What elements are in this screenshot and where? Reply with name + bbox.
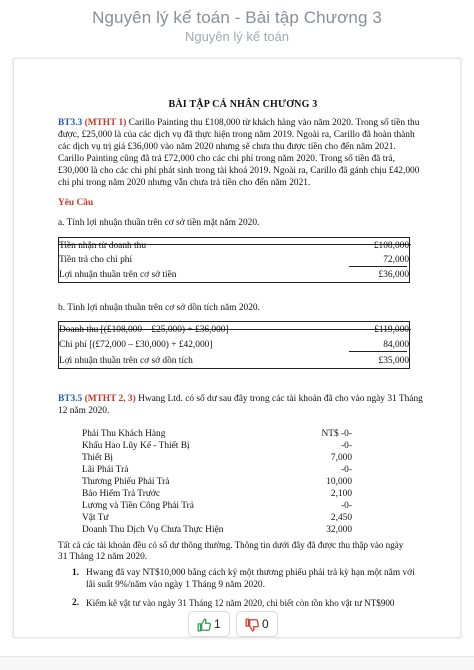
bt33-line: các dịch vụ trị giá £36,000 vào năm 2020 nhưng sẽ chưa thu được tiền cho đến năm 2021. — [58, 142, 396, 152]
account-name: Lương và Tiền Công Phải Trả — [82, 501, 194, 511]
account-name: Vật Tư — [82, 513, 109, 523]
bt33-line: được, £25,000 là của các dịch vụ đã thực hiện trong năm 2019. Ngoài ra, Carillo đã hoàn thành — [58, 130, 415, 140]
row-label: Lợi nhuận thuần trên cơ sở dồn tích — [59, 356, 193, 366]
account-balance: NT$ -0- — [321, 429, 352, 439]
account-balances-table — [82, 428, 352, 540]
note-line: Tất cả các tài khoản đều có số dư thông thường. Thông tin dưới đây đã được thu thập vào ngày — [58, 540, 404, 550]
part-b-text: b. Tính lợi nhuận thuần trên cơ sở dồn tích năm 2020. — [58, 303, 260, 313]
account-row — [82, 464, 352, 476]
bt33-line: Carillo Painting thu £108,000 từ khách hàng vào năm 2020. Trong số tiền thu — [128, 118, 420, 128]
account-balance: 32,000 — [326, 525, 352, 535]
requirement-label: Yêu Cầu — [58, 198, 94, 208]
account-balance: 2,100 — [330, 489, 352, 499]
row-value: £36,000 — [378, 270, 409, 280]
page-heading: BÀI TẬP CÁ NHÂN CHƯƠNG 3 — [168, 99, 318, 110]
account-name: Bảo Hiểm Trả Trước — [82, 489, 161, 499]
item-number: 1. — [72, 568, 80, 578]
bt33-line: Carillo Painting cũng đã trả £72,000 cho các chi phí trong năm 2020. Trong số tiền đã trả, — [58, 154, 395, 164]
list-item — [72, 567, 422, 593]
row-value: £108,000 — [373, 241, 409, 251]
table-row — [59, 238, 411, 253]
account-balance: -0- — [341, 441, 352, 451]
bt33-line: chi phí trong năm 2020 nhưng vẫn chưa trả tiền cho đến năm 2021. — [58, 178, 311, 188]
table-row — [59, 322, 411, 337]
account-balance: -0- — [341, 465, 352, 475]
row-value: 72,000 — [383, 255, 409, 265]
part-a-text: a. Tính lợi nhuận thuần trên cơ sở tiền mặt năm 2020. — [58, 218, 260, 228]
account-row — [82, 440, 352, 452]
list-item — [72, 597, 422, 611]
account-name: Khấu Hao Lũy Kế - Thiết Bị — [82, 441, 190, 451]
account-name: Lãi Phải Trả — [82, 465, 129, 475]
account-row — [82, 452, 352, 464]
accrual-basis-table — [58, 321, 410, 369]
account-balance: -0- — [341, 501, 352, 511]
row-label: Tiền trả cho chi phí — [59, 255, 133, 265]
bt33-line: £30,000 là cho các chi phí phát sinh trong tài khoá 2019. Ngoài ra, Carillo đã gánh chịu £42,000 — [58, 166, 420, 176]
account-balance: 7,000 — [330, 453, 352, 463]
downvote-count: 0 — [262, 617, 269, 631]
document-subtitle: Nguyên lý kế toán — [184, 29, 290, 44]
row-label: Lợi nhuận thuần trên cơ sở tiền — [59, 270, 177, 280]
account-name: Thiết Bị — [82, 453, 113, 463]
account-row — [82, 500, 352, 512]
row-value: 84,000 — [383, 340, 409, 350]
account-balance: 2,450 — [330, 513, 352, 523]
bt35-line: 12 năm 2020. — [58, 406, 110, 416]
account-row — [82, 512, 352, 524]
bt35-ref: (MTHT 2, 3) — [84, 394, 136, 404]
item-line: Kiểm kê vật tư vào ngày 31 Tháng 12 năm 2020, chỉ biết còn tồn kho vật tư NT$900 — [86, 598, 395, 608]
table-row — [59, 267, 411, 282]
account-row — [82, 476, 352, 488]
thumbs-up-icon — [197, 618, 211, 632]
table-row — [59, 353, 411, 368]
upvote-button[interactable] — [188, 611, 230, 637]
cash-basis-table — [58, 237, 410, 283]
document-page — [13, 58, 461, 638]
bt35-line: Hwang Ltd. có số dư sau đây trong các tài khoản đã cho vào ngày 31 Tháng — [138, 394, 423, 404]
table-row — [59, 252, 411, 267]
account-row — [82, 488, 352, 500]
document-header — [0, 0, 474, 52]
upvote-count: 1 — [214, 617, 221, 631]
row-label: Tiền nhận từ doanh thu — [59, 241, 147, 251]
vote-bar — [188, 611, 286, 637]
table-row — [59, 337, 411, 352]
downvote-button[interactable] — [236, 611, 278, 637]
row-value: £35,000 — [378, 356, 409, 366]
item-line: lãi suất 9%/năm vào ngày 1 Tháng 9 năm 2020. — [86, 580, 265, 591]
account-name: Doanh Thu Dịch Vụ Chưa Thực Hiện — [82, 525, 224, 535]
account-row — [82, 524, 352, 536]
thumbs-down-icon — [245, 618, 259, 632]
account-row — [82, 428, 352, 440]
document-title: Nguyên lý kế toán - Bài tập Chương 3 — [92, 8, 382, 27]
row-value: £119,000 — [374, 325, 409, 335]
account-name: Phải Thu Khách Hàng — [82, 429, 166, 439]
item-number: 2. — [72, 598, 80, 608]
item-line: Hwang đã vay NT$10,000 bằng cách ký một thương phiếu phải trả kỳ hạn một năm với — [86, 568, 415, 578]
sum-underline — [349, 351, 407, 352]
footer-bar — [0, 656, 474, 670]
row-label: Doanh thu [(£108,000 – £25,000) + £36,000] — [59, 325, 229, 335]
account-balance: 10,000 — [326, 477, 352, 487]
row-label: Chi phí [(£72,000 – £30,000) + £42,000] — [59, 340, 213, 350]
note-line: 31 Tháng 12 năm 2020. — [58, 552, 148, 562]
bt33-code: BT3.3 — [58, 118, 83, 128]
bt33-ref: (MTHT 1) — [84, 118, 127, 128]
bt35-code: BT3.5 — [58, 394, 83, 404]
account-name: Thương Phiếu Phải Trả — [82, 477, 170, 487]
